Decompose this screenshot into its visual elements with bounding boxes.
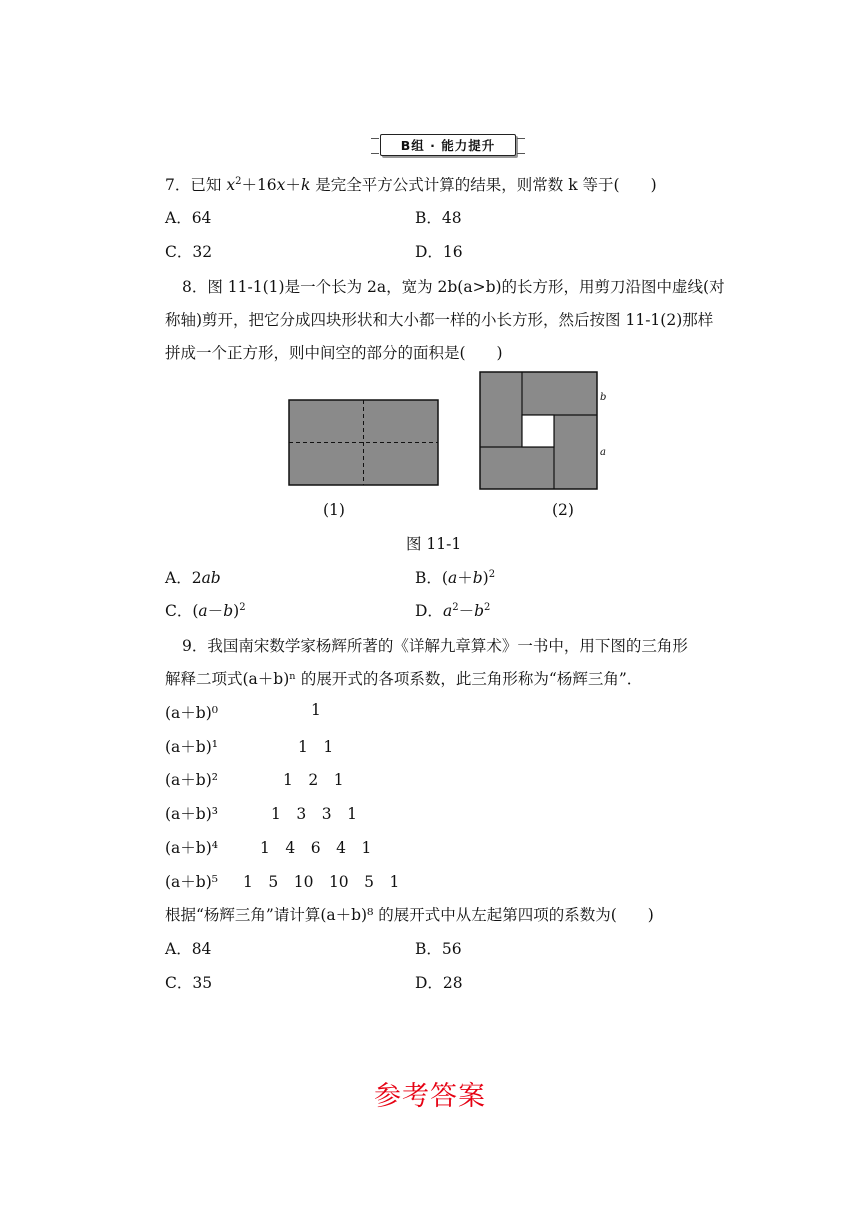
- q8-fig1-label: (1): [323, 501, 345, 519]
- q8-fig2-label: (2): [552, 501, 574, 519]
- pascal-row-1-coef: 1 1: [298, 738, 334, 756]
- pascal-row-3-label: (a＋b)³: [165, 805, 218, 823]
- q8-stem-line1: 8．图 11-1(1)是一个长为 2a，宽为 2b(a>b)的长方形，用剪刀沿图中虚线(对: [182, 278, 725, 296]
- q8-fig-a-label: a: [600, 447, 606, 458]
- pascal-row-3-coef: 1 3 3 1: [271, 805, 357, 823]
- q8-option-b[interactable]: B．$(a+b)^2$: [415, 569, 496, 587]
- section-tag: B组 · 能力提升: [380, 134, 516, 156]
- q8-option-a[interactable]: A．2ab: [165, 569, 221, 587]
- pascal-row-0-coef: 1: [311, 701, 321, 719]
- q8-fig-caption: 图 11-1: [406, 535, 462, 553]
- q8-figure-rectangle: [288, 399, 440, 487]
- q8-option-c[interactable]: C．$(a-b)^2$: [165, 602, 246, 620]
- q7-option-b[interactable]: B．48: [415, 209, 462, 227]
- q7-option-a[interactable]: A．64: [165, 209, 212, 227]
- q7-option-c[interactable]: C．32: [165, 243, 213, 261]
- q9-option-b[interactable]: B．56: [415, 940, 462, 958]
- q9-option-d[interactable]: D．28: [415, 974, 463, 992]
- pascal-row-4-label: (a＋b)⁴: [165, 839, 218, 857]
- q8-stem-line2: 称轴)剪开，把它分成四块形状和大小都一样的小长方形，然后按图 11-1(2)那样: [165, 311, 714, 329]
- q9-option-a[interactable]: A．84: [165, 940, 212, 958]
- pascal-row-1-label: (a＋b)¹: [165, 738, 218, 756]
- q8-figure-square: [478, 371, 600, 491]
- pascal-row-5-label: (a＋b)⁵: [165, 873, 218, 891]
- pascal-row-2-label: (a＋b)²: [165, 771, 218, 789]
- q7-stem: 7．已知 $x^2+16x+k$ 是完全平方公式计算的结果，则常数 k 等于( ): [165, 176, 657, 194]
- pascal-row-0-label: (a＋b)⁰: [165, 704, 218, 722]
- q8-fig-b-label: b: [600, 392, 607, 403]
- q9-question: 根据“杨辉三角”请计算(a＋b)⁸ 的展开式中从左起第四项的系数为( ): [165, 906, 654, 924]
- q9-stem-line2: 解释二项式(a＋b)ⁿ 的展开式的各项系数，此三角形称为“杨辉三角”．: [165, 670, 643, 688]
- q8-option-d[interactable]: D．$a^2-b^2$: [415, 602, 491, 620]
- pascal-row-5-coef: 1 5 10 10 5 1: [243, 873, 400, 891]
- q9-option-c[interactable]: C．35: [165, 974, 213, 992]
- answer-title: 参考答案: [374, 1081, 486, 1112]
- pascal-row-4-coef: 1 4 6 4 1: [260, 839, 372, 857]
- q8-stem-line3: 拼成一个正方形，则中间空的部分的面积是( ): [165, 344, 503, 362]
- pascal-row-2-coef: 1 2 1: [283, 771, 344, 789]
- q9-stem-line1: 9．我国南宋数学家杨辉所著的《详解九章算术》一书中，用下图的三角形: [182, 637, 688, 655]
- q7-option-d[interactable]: D．16: [415, 243, 463, 261]
